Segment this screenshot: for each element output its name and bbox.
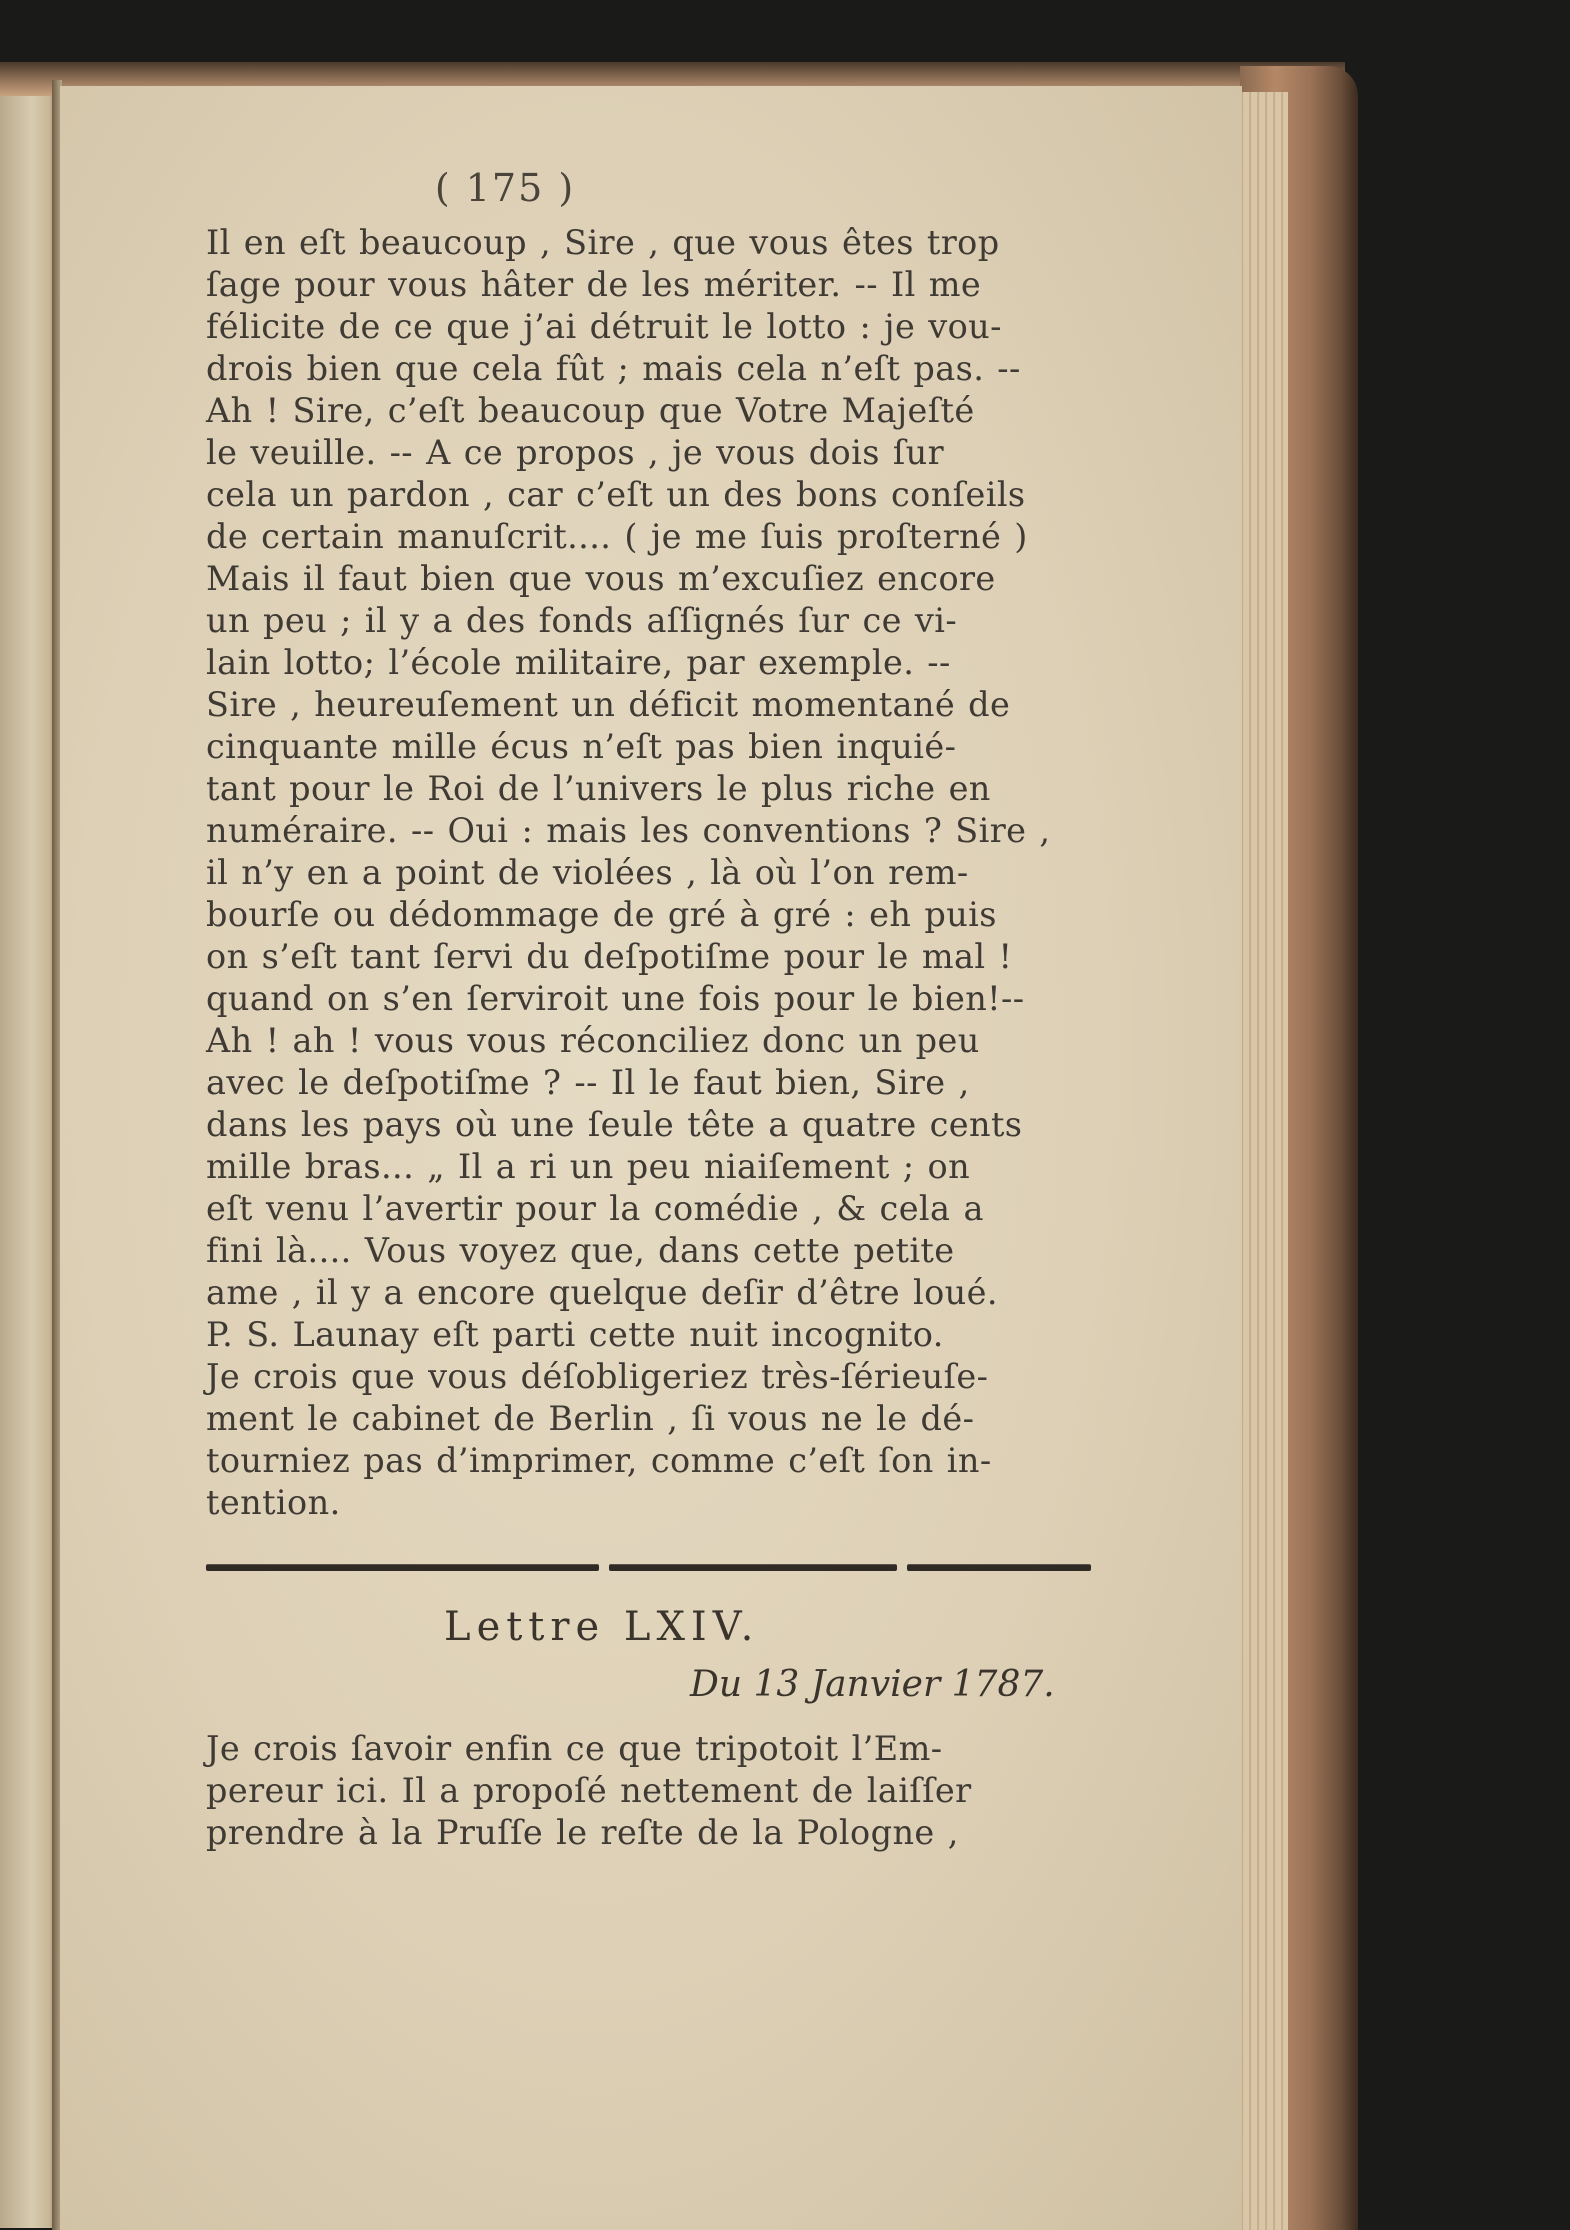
text-line: dans les pays où une ſeule tête a quatre cents [206,1105,1023,1144]
text-line: quand on s’en ſerviroit une fois pour le bien!-- [206,979,1025,1018]
text-line: avec le deſpotiſme ? -- Il le faut bien, Sire , [206,1063,970,1102]
text-line: tant pour le Roi de l’univers le plus riche en [206,769,991,808]
section-divider [907,1564,1091,1571]
section-divider [206,1564,599,1571]
text-line: il n’y en a point de violées , là où l’on rem- [206,853,969,892]
text-line: Il en eſt beaucoup , Sire , que vous êtes trop [206,223,1000,262]
text-line: ame , il y a encore quelque deſir d’être loué. [206,1273,998,1312]
text-line: cinquante mille écus n’eſt pas bien inquié- [206,727,957,766]
text-line: tention. [206,1483,341,1522]
text-line: de certain manuſcrit.... ( je me ſuis proſterné ) [206,517,1028,556]
book-page [60,86,1242,2230]
text-line: Ah ! ah ! vous vous réconciliez donc un peu [206,1021,980,1060]
text-line: pereur ici. Il a propoſé nettement de laiſſer [206,1771,972,1810]
text-line: Mais il faut bien que vous m’excuſiez encore [206,559,996,598]
text-line: un peu ; il y a des fonds aſſignés ſur ce vi- [206,601,958,640]
text-line: Je crois ſavoir enfin ce que tripotoit l’Em- [206,1729,943,1768]
text-line: Ah ! Sire, c’eſt beaucoup que Votre Majeſté [206,391,975,430]
text-line: prendre à la Pruſſe le reſte de la Pologne , [206,1813,959,1852]
text-line: Je crois que vous déſobligeriez très-ſérieuſe- [206,1357,989,1396]
text-line: drois bien que cela fût ; mais cela n’eſt pas. -- [206,349,1021,388]
left-page-edge [0,88,58,2228]
letter-title: Lettre LXIV. [444,1604,760,1650]
text-line: numéraire. -- Oui : mais les conventions ? Sire , [206,811,1051,850]
text-line: ſage pour vous hâter de les mériter. -- Il me [206,265,982,304]
section-divider [609,1564,897,1571]
text-line: cela un pardon , car c’eſt un des bons conſeils [206,475,1026,514]
text-line: eſt venu l’avertir pour la comédie , & cela a [206,1189,984,1228]
text-line: on s’eſt tant ſervi du deſpotiſme pour le mal ! [206,937,1013,976]
text-line: le veuille. -- A ce propos , je vous dois ſur [206,433,945,472]
text-line: Sire , heureuſement un déficit momentané de [206,685,1011,724]
text-line: ment le cabinet de Berlin , ſi vous ne le dé- [206,1399,975,1438]
text-line: P. S. Launay eſt parti cette nuit incognito. [206,1315,944,1354]
text-line: tourniez pas d’imprimer, comme c’eſt ſon in- [206,1441,992,1480]
text-line: félicite de ce que j’ai détruit le lotto : je vou- [206,307,1002,346]
text-line: mille bras... „ Il a ri un peu niaiſement ; on [206,1147,971,1186]
text-line: bourſe ou dédommage de gré à gré : eh puis [206,895,997,934]
page-number: ( 175 ) [434,166,576,210]
text-line: fini là.... Vous voyez que, dans cette petite [206,1231,955,1270]
letter-date: Du 13 Janvier 1787. [690,1664,1055,1705]
text-line: lain lotto; l’école militaire, par exemple. -- [206,643,951,682]
